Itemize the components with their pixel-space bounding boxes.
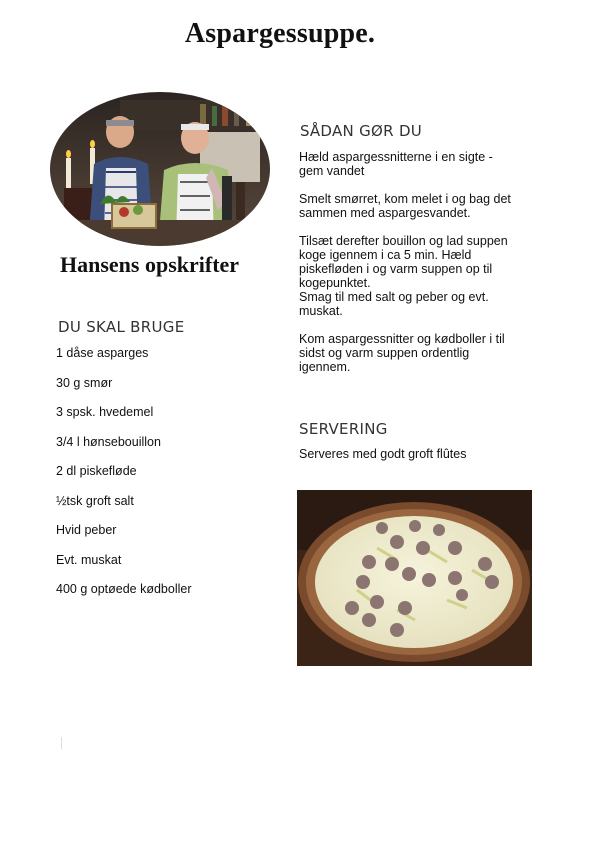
ingredient-item: 1 dåse asparges [56,346,149,360]
method-heading: SÅDAN GØR DU [300,122,423,140]
ingredient-item: ½tsk groft salt [56,493,134,508]
ingredients-heading: DU SKAL BRUGE [58,318,185,336]
serving-text: Serveres med godt groft flûtes [299,447,467,461]
ingredient-item: 2 dl piskefløde [56,464,137,478]
soup-photo [297,490,532,666]
ingredient-item: 3/4 l hønsebouillon [56,434,161,449]
chefs-photo [50,92,270,246]
recipe-title: Aspargessuppe. [184,18,376,49]
ingredient-item: 30 g smør [56,375,113,390]
method-steps [299,150,539,388]
scan-mark [61,737,62,749]
serving-heading: SERVERING [299,420,388,438]
ingredient-list [56,346,192,612]
method-step: Smelt smørret, kom melet i og bag det sammen med aspargesvandet. [299,192,511,220]
ingredient-item: 400 g optøede kødboller [56,582,192,596]
ingredient-item: Hvid peber [56,523,117,537]
ingredient-item: Evt. muskat [56,552,122,567]
ingredient-item: 3 spsk. hvedemel [56,405,154,419]
recipe-collection-subtitle: Hansens opskrifter [60,252,240,277]
method-step: Kom aspargessnitter og kødboller i til sidst og varm suppen ordentlig igennem. [299,332,505,374]
method-step: Tilsæt derefter bouillon og lad suppen koge igennem i ca 5 min. Hæld piskefløden i og varm suppen op til kogepunktet. Smag til med salt og peber og evt. muskat. [299,234,508,318]
method-step: Hæld aspargessnitterne i en sigte - gem vandet [299,150,493,178]
